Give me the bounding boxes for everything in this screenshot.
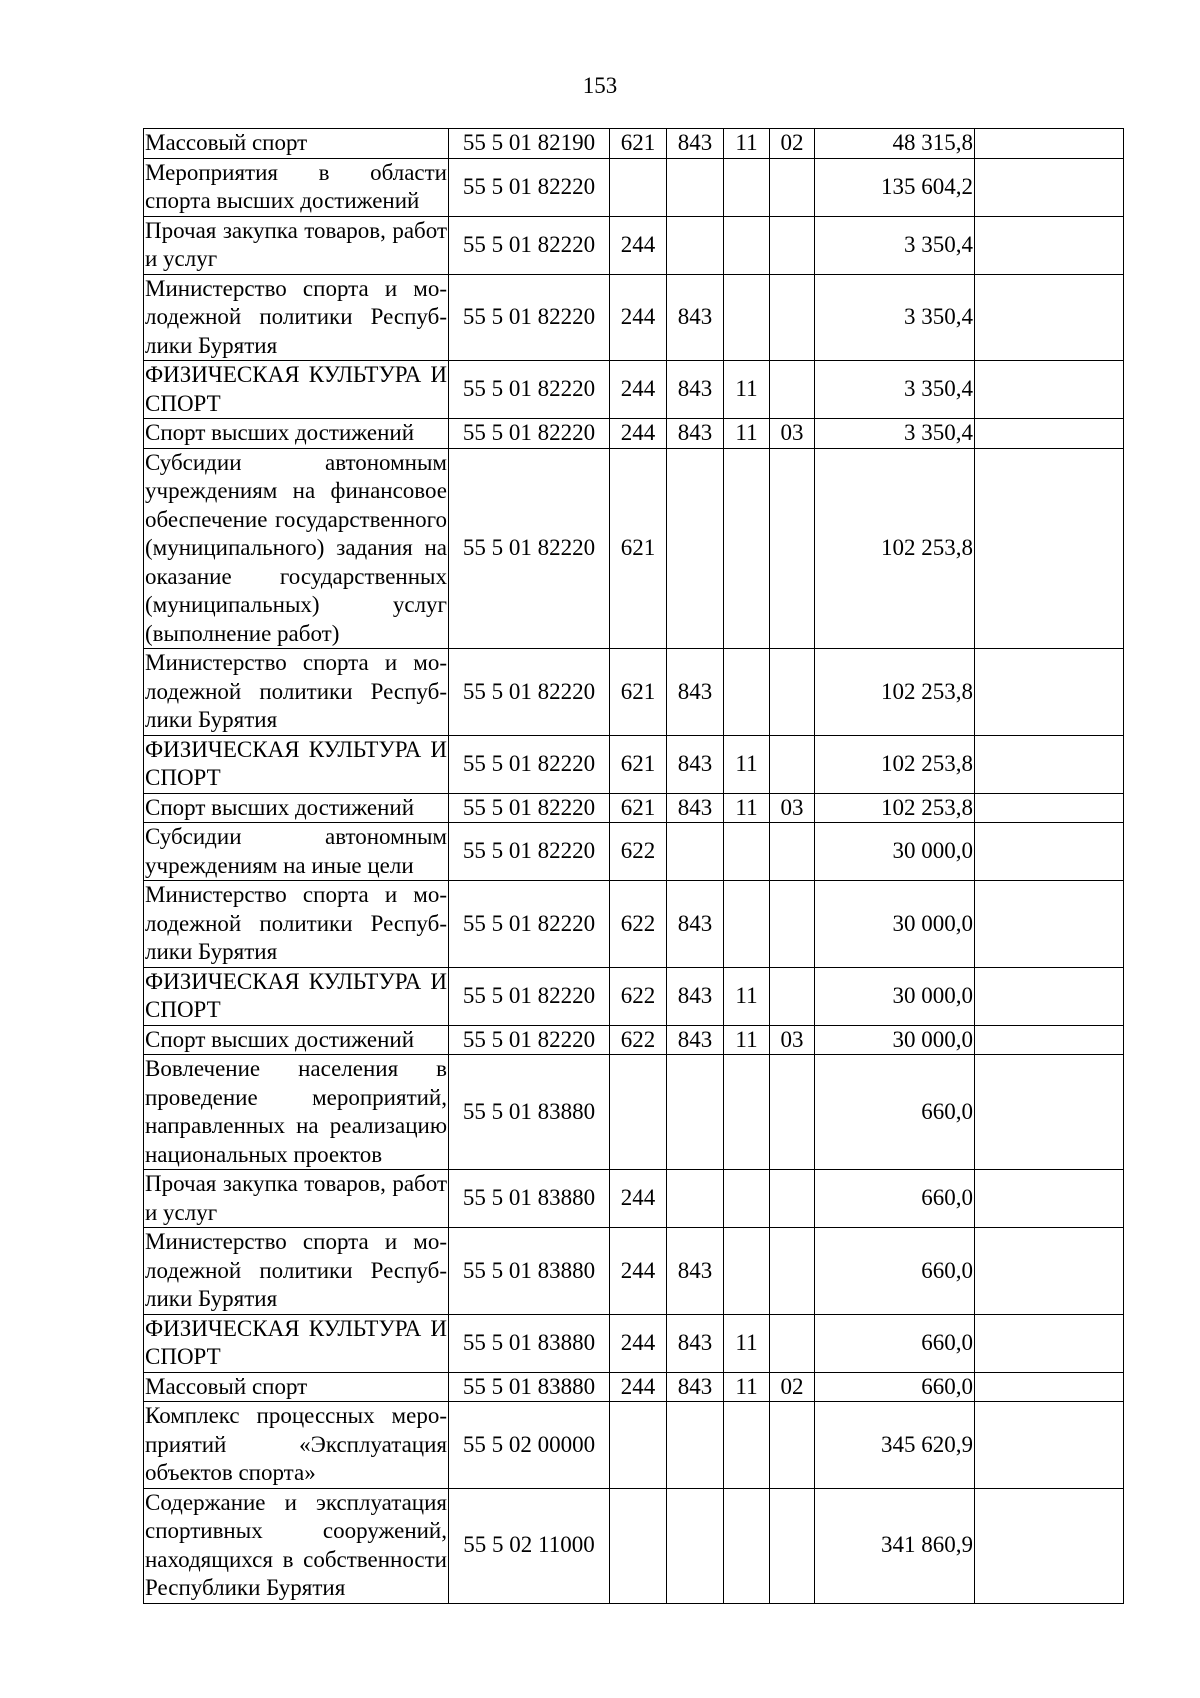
row-subsection-cell (770, 823, 815, 881)
row-department-cell: 843 (667, 361, 724, 419)
row-subsection-cell: 03 (770, 1025, 815, 1055)
row-empty-cell (975, 1314, 1124, 1372)
row-amount-cell: 30 000,0 (815, 1025, 975, 1055)
row-expense-type-cell (610, 158, 667, 216)
row-section-cell (724, 1228, 770, 1315)
row-department-cell (667, 1055, 724, 1170)
table-row (144, 1228, 1124, 1315)
row-expense-type-cell: 621 (610, 793, 667, 823)
row-section-cell (724, 649, 770, 736)
table-row (144, 1372, 1124, 1402)
row-amount-cell: 660,0 (815, 1055, 975, 1170)
row-subsection-cell (770, 1055, 815, 1170)
row-code-cell: 55 5 01 82220 (449, 448, 610, 649)
row-subsection-cell: 03 (770, 793, 815, 823)
row-subsection-cell (770, 1170, 815, 1228)
row-expense-type-cell: 622 (610, 1025, 667, 1055)
row-name-cell: Министерство спорта и молодежной политики Республики Бурятия (144, 1228, 449, 1315)
row-code-cell: 55 5 01 82220 (449, 419, 610, 449)
row-code-cell: 55 5 01 83880 (449, 1372, 610, 1402)
row-expense-type-cell: 244 (610, 1314, 667, 1372)
row-department-cell: 843 (667, 1025, 724, 1055)
row-section-cell: 11 (724, 129, 770, 159)
row-department-cell (667, 448, 724, 649)
row-name-cell: Содержание и эксплуатация спортивных сооружений, находящихся в собственности Республики Бурятия (144, 1488, 449, 1603)
row-section-cell (724, 823, 770, 881)
row-section-cell (724, 1055, 770, 1170)
row-section-cell: 11 (724, 1372, 770, 1402)
row-name-cell: Субсидии автономным учреждениям на иные цели (144, 823, 449, 881)
row-empty-cell (975, 158, 1124, 216)
row-name-cell: Прочая закупка товаров, работ и услуг (144, 216, 449, 274)
row-section-cell: 11 (724, 1025, 770, 1055)
row-code-cell: 55 5 02 00000 (449, 1402, 610, 1489)
row-amount-cell: 660,0 (815, 1314, 975, 1372)
table-row (144, 1055, 1124, 1170)
row-name-cell: Вовлечение населения в проведение мероприятий, направленных на реализацию национальных проектов (144, 1055, 449, 1170)
row-code-cell: 55 5 01 82190 (449, 129, 610, 159)
row-expense-type-cell: 244 (610, 274, 667, 361)
row-section-cell (724, 1488, 770, 1603)
row-subsection-cell (770, 1314, 815, 1372)
row-code-cell: 55 5 01 82220 (449, 274, 610, 361)
row-name-cell: ФИЗИЧЕСКАЯ КУЛЬТУРА И СПОРТ (144, 735, 449, 793)
row-subsection-cell (770, 1402, 815, 1489)
row-amount-cell: 660,0 (815, 1372, 975, 1402)
row-empty-cell (975, 1228, 1124, 1315)
row-empty-cell (975, 823, 1124, 881)
table-row (144, 158, 1124, 216)
row-section-cell: 11 (724, 793, 770, 823)
row-expense-type-cell: 622 (610, 967, 667, 1025)
row-amount-cell: 345 620,9 (815, 1402, 975, 1489)
row-amount-cell: 102 253,8 (815, 735, 975, 793)
row-department-cell: 843 (667, 649, 724, 736)
row-empty-cell (975, 361, 1124, 419)
row-section-cell (724, 274, 770, 361)
row-expense-type-cell: 621 (610, 649, 667, 736)
row-name-cell: Министерство спорта и молодежной политики Республики Бурятия (144, 881, 449, 968)
row-expense-type-cell: 244 (610, 419, 667, 449)
row-code-cell: 55 5 01 82220 (449, 216, 610, 274)
row-empty-cell (975, 1488, 1124, 1603)
table-row (144, 216, 1124, 274)
row-department-cell: 843 (667, 881, 724, 968)
table-row (144, 649, 1124, 736)
table-row (144, 967, 1124, 1025)
row-empty-cell (975, 216, 1124, 274)
row-code-cell: 55 5 01 83880 (449, 1055, 610, 1170)
row-expense-type-cell: 244 (610, 1228, 667, 1315)
row-expense-type-cell: 244 (610, 1372, 667, 1402)
row-code-cell: 55 5 01 82220 (449, 967, 610, 1025)
row-subsection-cell (770, 735, 815, 793)
row-empty-cell (975, 129, 1124, 159)
row-code-cell: 55 5 01 83880 (449, 1170, 610, 1228)
row-expense-type-cell: 621 (610, 735, 667, 793)
row-amount-cell: 3 350,4 (815, 419, 975, 449)
row-subsection-cell: 03 (770, 419, 815, 449)
row-empty-cell (975, 1170, 1124, 1228)
row-expense-type-cell: 244 (610, 1170, 667, 1228)
row-expense-type-cell (610, 1055, 667, 1170)
row-code-cell: 55 5 02 11000 (449, 1488, 610, 1603)
row-section-cell (724, 158, 770, 216)
row-name-cell: Министерство спорта и молодежной политики Республики Бурятия (144, 274, 449, 361)
row-empty-cell (975, 793, 1124, 823)
row-subsection-cell: 02 (770, 129, 815, 159)
row-expense-type-cell (610, 1402, 667, 1489)
row-department-cell: 843 (667, 274, 724, 361)
row-name-cell: Спорт высших достижений (144, 419, 449, 449)
row-empty-cell (975, 419, 1124, 449)
row-expense-type-cell: 244 (610, 361, 667, 419)
row-section-cell: 11 (724, 419, 770, 449)
row-department-cell (667, 216, 724, 274)
row-subsection-cell (770, 1488, 815, 1603)
row-amount-cell: 3 350,4 (815, 274, 975, 361)
row-code-cell: 55 5 01 82220 (449, 649, 610, 736)
row-amount-cell: 660,0 (815, 1228, 975, 1315)
row-code-cell: 55 5 01 82220 (449, 823, 610, 881)
row-expense-type-cell: 621 (610, 448, 667, 649)
row-amount-cell: 30 000,0 (815, 823, 975, 881)
row-section-cell (724, 1402, 770, 1489)
row-empty-cell (975, 649, 1124, 736)
table-row (144, 881, 1124, 968)
row-subsection-cell (770, 158, 815, 216)
table-row (144, 274, 1124, 361)
row-section-cell (724, 1170, 770, 1228)
table-row (144, 793, 1124, 823)
row-section-cell (724, 216, 770, 274)
row-amount-cell: 3 350,4 (815, 361, 975, 419)
row-subsection-cell (770, 274, 815, 361)
row-name-cell: Субсидии автономным учреждениям на финансовое обеспечение государственного (муниципального) задания на оказание государственных (муниципальных) услуг (выполнение работ) (144, 448, 449, 649)
row-subsection-cell (770, 1228, 815, 1315)
row-expense-type-cell: 621 (610, 129, 667, 159)
table-row (144, 1025, 1124, 1055)
row-code-cell: 55 5 01 82220 (449, 1025, 610, 1055)
row-amount-cell: 3 350,4 (815, 216, 975, 274)
row-code-cell: 55 5 01 82220 (449, 881, 610, 968)
row-amount-cell: 341 860,9 (815, 1488, 975, 1603)
row-expense-type-cell: 622 (610, 881, 667, 968)
row-name-cell: ФИЗИЧЕСКАЯ КУЛЬТУРА И СПОРТ (144, 1314, 449, 1372)
row-subsection-cell: 02 (770, 1372, 815, 1402)
row-subsection-cell (770, 448, 815, 649)
row-name-cell: Спорт высших достижений (144, 1025, 449, 1055)
table-row (144, 419, 1124, 449)
row-department-cell (667, 158, 724, 216)
row-expense-type-cell: 622 (610, 823, 667, 881)
row-name-cell: Массовый спорт (144, 1372, 449, 1402)
table-row (144, 1402, 1124, 1489)
row-empty-cell (975, 448, 1124, 649)
row-section-cell: 11 (724, 361, 770, 419)
row-name-cell: Прочая закупка товаров, работ и услуг (144, 1170, 449, 1228)
row-expense-type-cell: 244 (610, 216, 667, 274)
row-empty-cell (975, 1402, 1124, 1489)
row-name-cell: Массовый спорт (144, 129, 449, 159)
row-subsection-cell (770, 967, 815, 1025)
row-amount-cell: 660,0 (815, 1170, 975, 1228)
row-code-cell: 55 5 01 82220 (449, 735, 610, 793)
row-name-cell: Министерство спорта и молодежной политики Республики Бурятия (144, 649, 449, 736)
row-department-cell: 843 (667, 129, 724, 159)
table-body (144, 129, 1124, 1604)
row-amount-cell: 102 253,8 (815, 793, 975, 823)
row-code-cell: 55 5 01 83880 (449, 1228, 610, 1315)
row-department-cell (667, 1402, 724, 1489)
page-number: 153 (582, 73, 618, 98)
row-section-cell: 11 (724, 1314, 770, 1372)
row-section-cell (724, 448, 770, 649)
budget-table (143, 128, 1124, 1604)
table-row (144, 823, 1124, 881)
row-empty-cell (975, 735, 1124, 793)
row-subsection-cell (770, 361, 815, 419)
row-department-cell: 843 (667, 793, 724, 823)
table-row (144, 1314, 1124, 1372)
row-name-cell: Спорт высших достижений (144, 793, 449, 823)
row-department-cell: 843 (667, 735, 724, 793)
row-amount-cell: 30 000,0 (815, 881, 975, 968)
row-code-cell: 55 5 01 82220 (449, 361, 610, 419)
row-code-cell: 55 5 01 82220 (449, 793, 610, 823)
row-amount-cell: 48 315,8 (815, 129, 975, 159)
table-row (144, 1170, 1124, 1228)
row-section-cell: 11 (724, 735, 770, 793)
row-empty-cell (975, 274, 1124, 361)
row-expense-type-cell (610, 1488, 667, 1603)
row-name-cell: Мероприятия в области спорта высших достижений (144, 158, 449, 216)
row-name-cell: ФИЗИЧЕСКАЯ КУЛЬТУРА И СПОРТ (144, 967, 449, 1025)
row-department-cell (667, 1170, 724, 1228)
row-amount-cell: 102 253,8 (815, 448, 975, 649)
table-row (144, 1488, 1124, 1603)
row-section-cell: 11 (724, 967, 770, 1025)
row-department-cell (667, 823, 724, 881)
row-subsection-cell (770, 216, 815, 274)
row-empty-cell (975, 881, 1124, 968)
row-code-cell: 55 5 01 83880 (449, 1314, 610, 1372)
row-department-cell (667, 1488, 724, 1603)
row-code-cell: 55 5 01 82220 (449, 158, 610, 216)
row-name-cell: Комплекс процессных мероприятий «Эксплуатация объектов спорта» (144, 1402, 449, 1489)
row-amount-cell: 102 253,8 (815, 649, 975, 736)
table-row (144, 361, 1124, 419)
row-empty-cell (975, 1372, 1124, 1402)
row-empty-cell (975, 1025, 1124, 1055)
row-department-cell: 843 (667, 419, 724, 449)
row-department-cell: 843 (667, 1228, 724, 1315)
table-row (144, 735, 1124, 793)
table-row (144, 129, 1124, 159)
row-empty-cell (975, 1055, 1124, 1170)
row-department-cell: 843 (667, 1372, 724, 1402)
row-amount-cell: 30 000,0 (815, 967, 975, 1025)
row-empty-cell (975, 967, 1124, 1025)
row-subsection-cell (770, 649, 815, 736)
table-row (144, 448, 1124, 649)
row-subsection-cell (770, 881, 815, 968)
row-department-cell: 843 (667, 967, 724, 1025)
row-name-cell: ФИЗИЧЕСКАЯ КУЛЬТУРА И СПОРТ (144, 361, 449, 419)
row-department-cell: 843 (667, 1314, 724, 1372)
row-section-cell (724, 881, 770, 968)
row-amount-cell: 135 604,2 (815, 158, 975, 216)
